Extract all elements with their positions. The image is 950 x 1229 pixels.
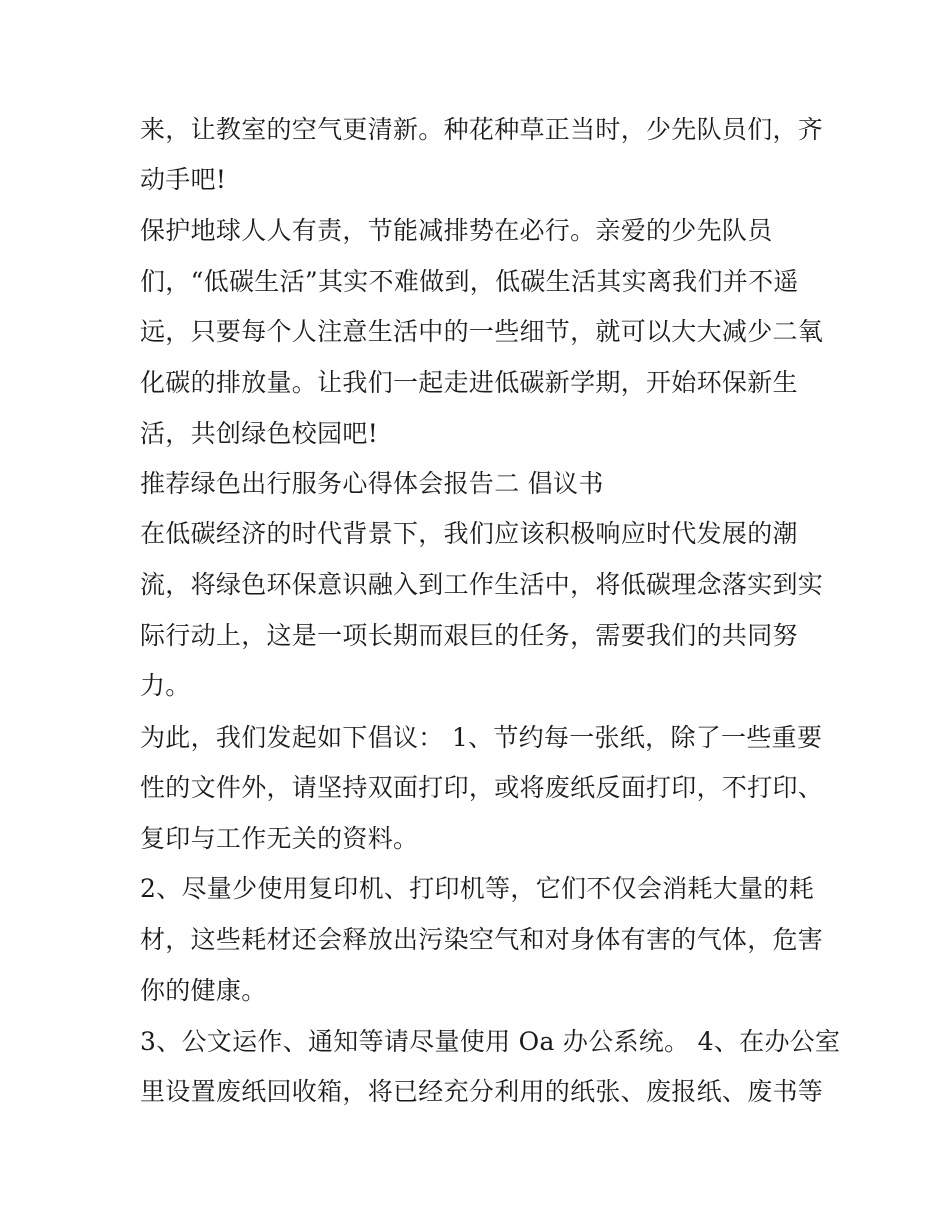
text-line: 为此，我们发起如下倡议： 1、节约每一张纸，除了一些重要 — [140, 723, 823, 752]
text-line: 来，让教室的空气更清新。种花种草正当时，少先队员们，齐 — [140, 115, 824, 144]
text-line: 在低碳经济的时代背景下，我们应该积极响应时代发展的潮 — [140, 519, 798, 548]
text-line: 复印与工作无关的资料。 — [140, 824, 419, 853]
text-line: 保护地球人人有责，节能减排势在必行。亲爱的少先队员 — [140, 216, 773, 245]
text-line: 动手吧! — [140, 165, 227, 194]
text-line: 力。 — [140, 671, 191, 700]
text-line: 你的健康。 — [140, 976, 267, 1005]
text-line: 活，共创绿色校园吧! — [140, 419, 379, 448]
text-line: 们，“低碳生活”其实不难做到，低碳生活其实离我们并不遥 — [140, 267, 799, 296]
text-line: 2、尽量少使用复印机、打印机等，它们不仅会消耗大量的耗 — [140, 874, 815, 903]
section-heading: 推荐绿色出行服务心得体会报告二 倡议书 — [140, 469, 604, 498]
text-line: 性的文件外，请坚持双面打印，或将废纸反面打印，不打印、 — [140, 773, 824, 802]
text-line: 远，只要每个人注意生活中的一些细节，就可以大大减少二氧 — [140, 317, 824, 346]
text-line: 际行动上，这是一项长期而艰巨的任务，需要我们的共同努 — [140, 621, 798, 650]
text-line: 里设置废纸回收箱，将已经充分利用的纸张、废报纸、废书等 — [140, 1077, 824, 1106]
text-line: 3、公文运作、通知等请尽量使用 Oa 办公系统。 4、在办公室 — [140, 1027, 841, 1056]
text-line: 化碳的排放量。让我们一起走进低碳新学期，开始环保新生 — [140, 368, 798, 397]
text-line: 材，这些耗材还会释放出污染空气和对身体有害的气体，危害 — [140, 925, 824, 954]
text-line: 流，将绿色环保意识融入到工作生活中，将低碳理念落实到实 — [140, 570, 824, 599]
